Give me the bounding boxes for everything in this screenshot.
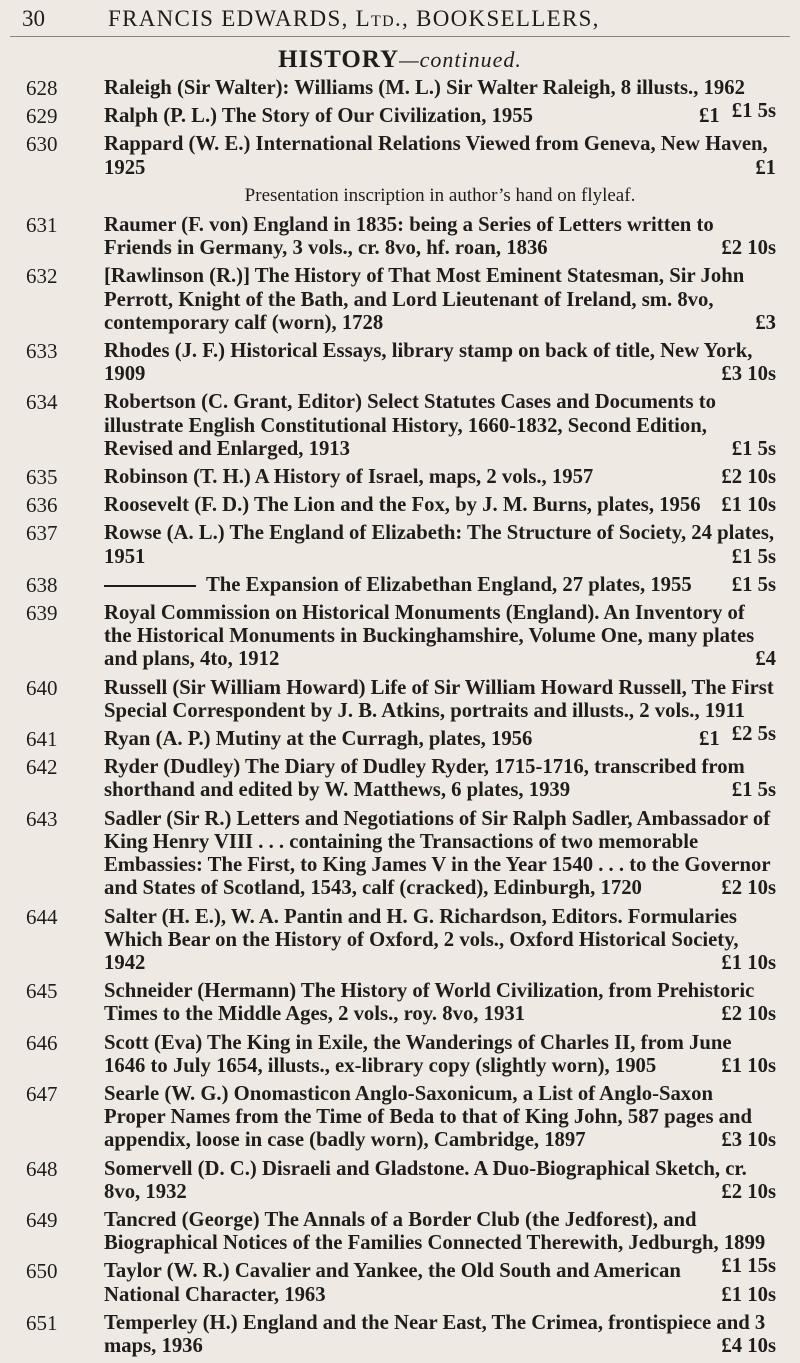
entry-number: 637 xyxy=(26,521,58,546)
entry-description: Rowse (A. L.) The England of Elizabeth: The Structure of Society, 24 plates, 1951 xyxy=(104,522,775,568)
entry-number: 640 xyxy=(26,675,58,700)
entry-number: 642 xyxy=(26,755,58,780)
entry-description: Robertson (C. Grant, Editor) Select Statutes Cases and Documents to illustrate English Constitutional History, 1660-1832, Second Edition, Revised and Enlarged, 1913 xyxy=(104,391,716,460)
entry-number: 647 xyxy=(26,1081,58,1106)
entry-description: Schneider (Hermann) The History of World Civilization, from Prehistoric Times to the Middle Ages, 2 vols., roy. 8vo, 1931 xyxy=(104,980,755,1026)
entry-number: 635 xyxy=(26,465,58,490)
catalogue-entry xyxy=(0,133,800,209)
entry-number: 643 xyxy=(26,806,58,831)
entry-price: £2 10s xyxy=(721,237,776,260)
catalogue-entry xyxy=(0,602,800,672)
entry-price: £4 10s xyxy=(721,1334,776,1357)
entry-price: £1 5s xyxy=(731,779,776,802)
entry-price: £2 10s xyxy=(721,877,776,900)
page-number: 30 xyxy=(22,6,45,31)
header-rule xyxy=(10,36,790,37)
entry-description: Scott (Eva) The King in Exile, the Wanderings of Charles II, from June 1646 to July 1654, illusts., ex-library copy (slightly worn), 1905 xyxy=(104,1031,732,1077)
entry-price: £3 10s xyxy=(721,1129,776,1152)
entry-price: £1 xyxy=(699,728,720,751)
entry-number: 630 xyxy=(26,132,58,157)
catalogue-entry xyxy=(0,214,800,260)
entry-description: Royal Commission on Historical Monuments (England). An Inventory of the Historical Monuments in Buckinghamshire, Volume One, many plates and plans, 4to, 1912 xyxy=(104,602,755,671)
entry-price: £1 xyxy=(699,105,720,128)
entry-description: [Rawlinson (R.)] The History of That Most Eminent Statesman, Sir John Perrott, Knight of the Bath, and Lord Lieutenant of Ireland, sm. 8vo, contemporary calf (worn), 1728 xyxy=(104,265,745,334)
entry-number: 628 xyxy=(26,76,58,100)
entry-description: Temperley (H.) England and the Near East, The Crimea, frontispiece and 3 maps, 1936 xyxy=(104,1311,766,1357)
catalogue-entry xyxy=(0,522,800,568)
catalogue-entry xyxy=(0,728,800,751)
catalogue-entry xyxy=(0,466,800,489)
running-title: FRANCIS EDWARDS, Ltd., BOOKSELLERS, xyxy=(108,6,600,31)
entry-number: 641 xyxy=(26,727,58,752)
entry-number: 633 xyxy=(26,339,58,364)
entry-description: Rappard (W. E.) International Relations Viewed from Geneva, New Haven, 1925 xyxy=(104,133,768,179)
running-header xyxy=(22,6,778,36)
entry-number: 644 xyxy=(26,904,58,929)
entry-description: Ralph (P. L.) The Story of Our Civilization, 1955 xyxy=(104,105,533,128)
entry-price: £2 10s xyxy=(721,1003,776,1026)
entry-number: 645 xyxy=(26,979,58,1004)
entry-number: 631 xyxy=(26,213,58,238)
entry-price: £3 10s xyxy=(721,363,776,386)
entry-price: £2 10s xyxy=(721,466,776,489)
section-heading xyxy=(0,46,800,74)
entry-price: £3 xyxy=(755,311,776,334)
section-title: HISTORY xyxy=(278,46,400,73)
catalogue-entry xyxy=(0,1312,800,1358)
catalogue-entry xyxy=(0,340,800,386)
entry-description: Robinson (T. H.) A History of Israel, maps, 2 vols., 1957 xyxy=(104,466,594,489)
entry-description: Raleigh (Sir Walter): Williams (M. L.) Sir Walter Raleigh, 8 illusts., 1962 xyxy=(104,77,745,99)
entry-number: 632 xyxy=(26,264,58,289)
catalogue-entry xyxy=(0,980,800,1026)
section-suffix: —continued. xyxy=(399,47,522,72)
entry-description: Salter (H. E.), W. A. Pantin and H. G. Richardson, Editors. Formularies Which Bear on the History of Oxford, 2 vols., Oxford Historical Society, 1942 xyxy=(104,905,739,974)
entry-price: £1 xyxy=(755,156,776,179)
catalogue-entry xyxy=(0,1260,800,1306)
entry-price: £1 5s xyxy=(731,437,776,460)
entry-price: £2 10s xyxy=(721,1180,776,1203)
entry-description: Searle (W. G.) Onomasticon Anglo-Saxonicum, a List of Anglo-Saxon Proper Names from the Time of Beda to that of King John, 587 pages and appendix, loose in case (badly worn), Cambridge, 1897 xyxy=(104,1082,753,1152)
entry-price: £1 5s xyxy=(731,545,776,568)
catalogue-entry xyxy=(0,391,800,461)
entry-number: 646 xyxy=(26,1030,58,1055)
entry-description: Somervell (D. C.) Disraeli and Gladstone. A Duo-Biographical Sketch, cr. 8vo, 1932 xyxy=(104,1157,747,1203)
entry-number: 638 xyxy=(26,572,58,597)
entry-note: Presentation inscription in author’s hand on flyleaf. xyxy=(244,184,636,206)
entry-number: 639 xyxy=(26,601,58,626)
entry-number: 636 xyxy=(26,493,58,518)
entry-price: £4 xyxy=(755,648,776,671)
entry-description: Roosevelt (F. D.) The Lion and the Fox, by J. M. Burns, plates, 1956 xyxy=(104,494,701,517)
catalogue-entry xyxy=(0,1158,800,1204)
catalogue-entry xyxy=(0,105,800,128)
entry-description: Raumer (F. von) England in 1835: being a Series of Letters written to Friends in Germany, 3 vols., cr. 8vo, hf. roan, 1836 xyxy=(104,214,714,260)
entry-description: Russell (Sir William Howard) Life of Sir William Howard Russell, The First Special Correspondent by J. B. Atkins, portraits and illusts., 2 vols., 1911 xyxy=(104,676,774,722)
entry-description: Taylor (W. R.) Cavalier and Yankee, the Old South and American National Character, 1963 xyxy=(104,1260,681,1306)
entry-price: £1 15s xyxy=(721,1255,776,1278)
catalogue-entry xyxy=(0,1032,800,1078)
entry-number: 649 xyxy=(26,1207,58,1232)
entry-number: 648 xyxy=(26,1156,58,1181)
catalogue-entries xyxy=(0,77,800,1363)
entry-description: Ryder (Dudley) The Diary of Dudley Ryder, 1715-1716, transcribed from shorthand and edited by W. Matthews, 6 plates, 1939 xyxy=(104,756,745,802)
entry-price: £1 10s xyxy=(721,1054,776,1077)
entry-description: Sadler (Sir R.) Letters and Negotiations of Sir Ralph Sadler, Ambassador of King Henry VIII . . . containing the Transactions of two memorable Embassies: The First, to King James V in the Year 1540 . . . to the Governor and States of Scotland, 1543, calf (cracked), Edinburgh, 1720 xyxy=(104,807,771,900)
catalogue-entry xyxy=(0,1083,800,1153)
catalogue-entry xyxy=(0,756,800,802)
entry-number: 634 xyxy=(26,390,58,415)
catalogue-entry xyxy=(0,574,800,597)
entry-price: £1 5s xyxy=(731,573,776,596)
entry-price: £1 5s xyxy=(731,100,776,123)
entry-price: £1 10s xyxy=(721,494,776,517)
entry-price: £2 5s xyxy=(731,723,776,746)
entry-price: £1 10s xyxy=(721,951,776,974)
entry-number: 650 xyxy=(26,1259,58,1284)
catalogue-entry xyxy=(0,265,800,335)
catalogue-entry xyxy=(0,808,800,901)
catalogue-entry xyxy=(0,906,800,976)
entry-description: Rhodes (J. F.) Historical Essays, library stamp on back of title, New York, 1909 xyxy=(104,340,753,386)
entry-number: 629 xyxy=(26,104,58,129)
entry-description: Ryan (A. P.) Mutiny at the Curragh, plates, 1956 xyxy=(104,728,533,751)
catalogue-entry xyxy=(0,494,800,517)
entry-price: £1 10s xyxy=(721,1283,776,1306)
entry-description: Tancred (George) The Annals of a Border Club (the Jedforest), and Biographical Notices of the Families Connected Therewith, Jedburgh, 1899 xyxy=(104,1208,766,1255)
entry-number: 651 xyxy=(26,1310,58,1335)
entry-description: The Expansion of Elizabethan England, 27 plates, 1955 xyxy=(206,573,692,596)
ditto-dash xyxy=(104,585,196,587)
